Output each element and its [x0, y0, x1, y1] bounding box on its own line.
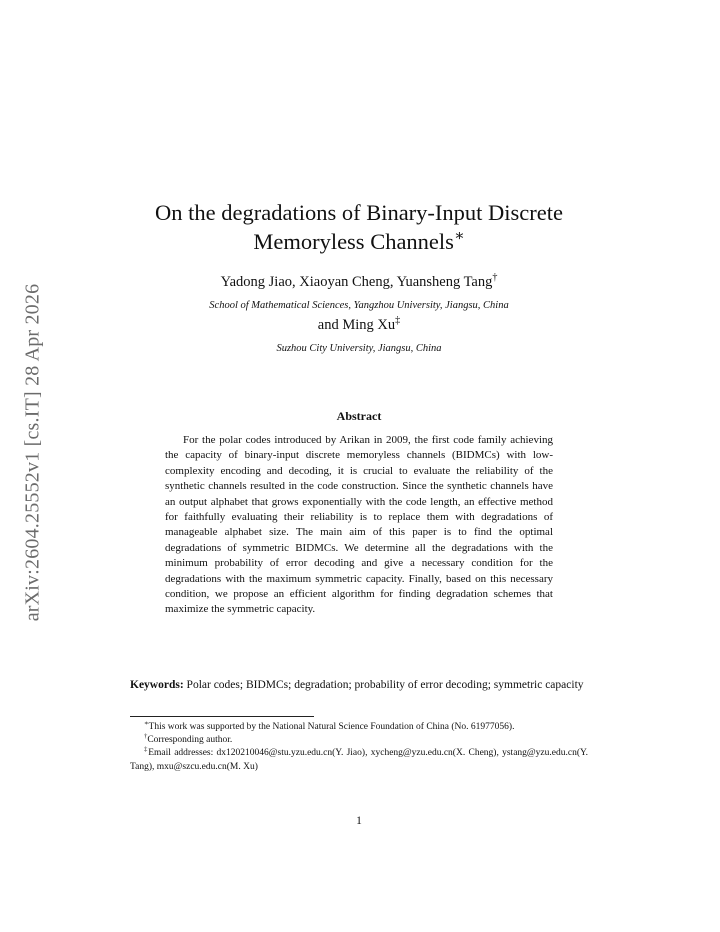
- affiliation-1: School of Mathematical Sciences, Yangzhou University, Jiangsu, China: [209, 300, 509, 311]
- keywords: [130, 678, 588, 694]
- author-footnote-mark-1: †: [492, 272, 498, 284]
- title-footnote-mark: ∗: [453, 227, 465, 245]
- footnote-text-1: This work was supported by the National Natural Science Foundation of China (No. 61977056).: [148, 722, 515, 732]
- abstract-heading: Abstract: [336, 409, 382, 423]
- footnote-emails: [130, 747, 588, 773]
- footnote-corresponding: [130, 734, 588, 747]
- author-list-1: [130, 274, 588, 291]
- footnote-mark-2: †: [144, 733, 148, 741]
- footnote-funding: [130, 721, 588, 734]
- title-line-2: Memoryless Channels: [253, 229, 454, 254]
- paper-title: [130, 198, 588, 256]
- author-names-2: and Ming Xu: [317, 317, 396, 333]
- page-number: 1: [356, 815, 362, 827]
- footnote-divider: [130, 716, 314, 717]
- footnote-text-3: Email addresses: dx120210046@stu.yzu.edu.cn(Y. Jiao), xycheng@yzu.edu.cn(X. Cheng), ystang@yzu.edu.cn(Y. Tang), mxu@szcu.edu.cn(M. Xu): [130, 748, 588, 772]
- abstract-body: For the polar codes introduced by Arikan in 2009, the first code family achieving the capacity of binary-input discrete memoryless channels (BIDMCs) with low-complexity encoding and decoding, it is crucial to evaluate the reliability of the synthetic channels resulted in the code construction. Since the synthetic channels have an output alphabet that grows exponentially with the code length, an effective method for faithfully evaluating their reliability is to replace them with degradations of manageable alphabet size. The main aim of this paper is to find the optimal degradations of symmetric BIDMCs. We determine all the degradations with the minimum probability of error decoding and give a necessary condition for the degradations with the maximum symmetric capacity. Finally, based on this necessary condition, we propose an efficient algorithm for finding degradation schemes that maximize the symmetric capacity.: [165, 434, 553, 616]
- footnote-text-2: Corresponding author.: [147, 735, 233, 746]
- keywords-label: Keywords:: [130, 679, 184, 691]
- author-list-2: [130, 317, 588, 334]
- keywords-text: Polar codes; BIDMCs; degradation; probability of error decoding; symmetric capacity: [186, 679, 584, 691]
- footnotes: [130, 721, 588, 774]
- author-names-1: Yadong Jiao, Xiaoyan Cheng, Yuansheng Tang: [220, 274, 493, 290]
- footnote-mark-3: ‡: [144, 746, 149, 754]
- arxiv-identifier-text: arXiv:2604.25552v1 [cs.IT] 28 Apr 2026: [21, 283, 44, 621]
- author-footnote-mark-2: ‡: [395, 315, 401, 327]
- affiliation-2: Suzhou City University, Jiangsu, China: [276, 343, 442, 354]
- footnote-mark-1: ∗: [144, 719, 149, 727]
- title-line-1: On the degradations of Binary-Input Discrete: [155, 200, 563, 225]
- arxiv-identifier-stamp: [18, 262, 48, 642]
